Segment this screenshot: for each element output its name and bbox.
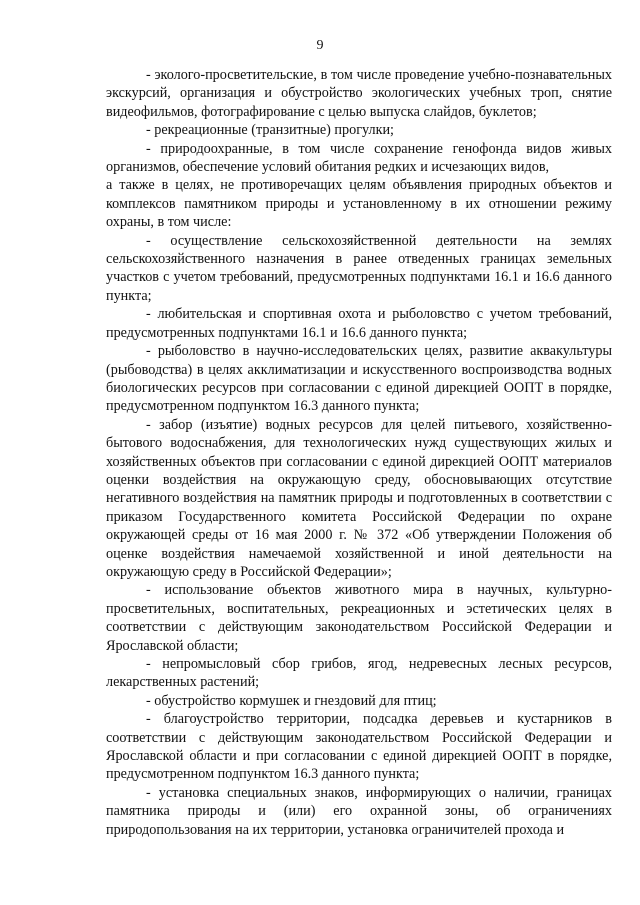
paragraph-recreational: - рекреационные (транзитные) прогулки; xyxy=(146,122,395,139)
paragraph-water-intake: - забор (изъятие) водных ресурсов для целей питьевого, хозяйственно-бытового водоснабжения, для технологических нужд существующих жилых и хозяйственных объектов при согласовании с единой дирекцией ООПТ материалов оценки воздействия на окружающую среду, обосновывающих отсутствие негативного воздействия на памятник природы и подготовленных в соответствии с приказом Государственного комитета Российской Федерации по охране окружающей среды от 16 мая 2000 г. № 372 «Об утверждении Положения об оценке воздействия намечаемой хозяйственной и иной деятельности на окружающую среду в Российской Федерации»; xyxy=(106,416,612,580)
paragraph-agriculture: - осуществление сельскохозяйственной деятельности на землях сельскохозяйственного назначения в ранее отведенных границах земельных участков с учетом требований, предусмотренных подпунктами 16.1 и 16.6 данного пункта; xyxy=(106,232,612,304)
paragraph-hunting-fishing: - любительская и спортивная охота и рыболовство с учетом требований, предусмотренных подпунктами 16.1 и 16.6 данного пункта; xyxy=(106,306,612,341)
paragraph-research-fishing: - рыболовство в научно-исследовательских целях, развитие аквакультуры (рыбоводства) в целях акклиматизации и искусственного воспроизводства водных биологических ресурсов при согласовании с единой дирекцией ООПТ в порядке, предусмотренном подпунктом 16.3 данного пункта; xyxy=(106,343,612,415)
page-number: 9 xyxy=(316,38,324,53)
paragraph-wildlife-use: - использование объектов животного мира в научных, культурно-просветительных, воспитательных, рекреационных и эстетических целях в соответствии с действующим законодательством Российской Федерации и Ярославской области; xyxy=(106,582,612,654)
paragraph-other-purposes: а также в целях, не противоречащих целям объявления природных объектов и комплексов памятником природы и установленному в их отношении режиму охраны, в том числе: xyxy=(106,177,612,231)
paragraph-conservation: - природоохранные, в том числе сохранение генофонда видов живых организмов, обеспечение условий обитания редких и исчезающих видов, xyxy=(106,140,612,176)
paragraph-signage: - установка специальных знаков, информирующих о наличии, границах памятника природы и (или) его охранной зоны, об ограничениях природопользования на их территории, установка ограничителей прохода и xyxy=(106,784,612,838)
paragraph-educational: - эколого-просветительские, в том числе проведение учебно-познавательных экскурсий, организация и обустройство экологических учебных троп, снятие видеофильмов, фотографирование с целью выпуска слайдов, буклетов; xyxy=(106,67,612,120)
paragraph-bird-feeders: - обустройство кормушек и гнездовий для птиц; xyxy=(146,692,437,709)
paragraph-gathering: - непромысловый сбор грибов, ягод, недревесных лесных ресурсов, лекарственных растений; xyxy=(106,656,612,691)
paragraph-landscaping: - благоустройство территории, подсадка деревьев и кустарников в соответствии с действующим законодательством Российской Федерации и Ярославской области и при согласовании с единой дирекцией ООПТ в порядке, предусмотренном подпунктом 16.3 данного пункта; xyxy=(106,711,612,783)
document-body xyxy=(106,66,612,839)
